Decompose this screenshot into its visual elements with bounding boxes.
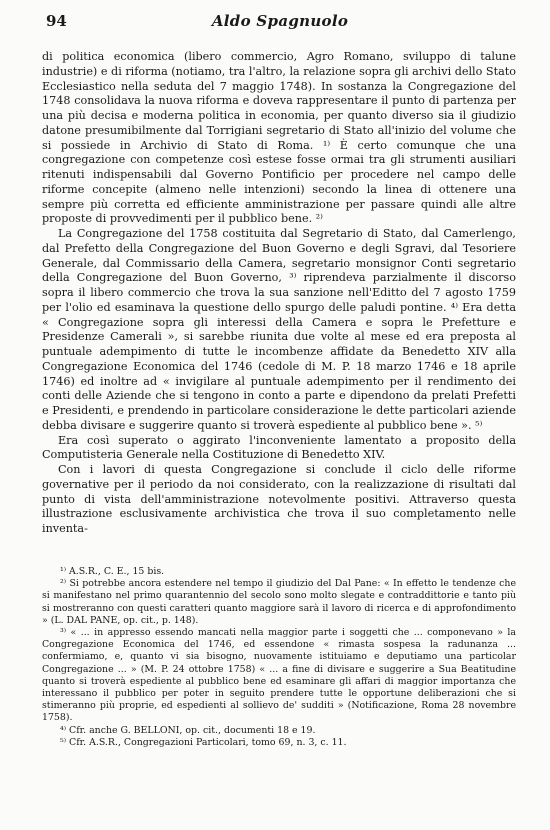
footnote: ³⁾ « ... in appresso essendo mancati nella maggior parte i soggetti che ... componevano » la Congregazione Economica del 1746, ed essendone « rimasta sospesa la radunanza ... confermiamo, e, quanto vi sia bisogno, nuovamente istituiamo e deputiamo una particolar Congregazione ... » (M. P. 24 ottobre 1758) « ... a fine di divisare e suggerire a Sua Beatitudine quanto si troverà espediente al pubblico bene ed esaminare gli affari di maggior importanza che interessano il pubblico per poter in seguito prendere tutte le opportune deliberazioni che si stimeranno più proprie, ed espedienti al sollievo de' sudditi » (Notificazione, Roma 28 novembre 1758).: [42, 627, 516, 724]
footnotes: [42, 566, 516, 749]
footnote: ⁵⁾ Cfr. A.S.R., Congregazioni Particolari, tomo 69, n. 3, c. 11.: [60, 736, 347, 748]
page-number: 94: [46, 12, 67, 30]
body-paragraph: Era così superato o aggirato l'inconveniente lamentato a proposito della Computisteria Generale nella Costituzione di Benedetto XIV.: [42, 433, 516, 462]
body-text: [42, 50, 516, 537]
body-paragraph: La Congregazione del 1758 costituita dal Segretario di Stato, dal Camerlengo, dal Prefetto della Congregazione del Buon Governo e degli Sgravi, dal Tesoriere Generale, dal Commissario della Camera, segretario monsignor Conti segretario della Congregazione del Buon Governo, ³⁾ riprendeva parzialmente il discorso sopra il libero commercio che trova la sua sanzione nell'Editto del 7 agosto 1759 per l'olio ed esaminava la questione dello spurgo delle paludi pontine. ⁴⁾ Era detta « Congregazione sopra gli interessi della Camera e sopra le Prefetture e Presidenze Camerali », si sarebbe riunita due volte al mese ed era preposta al puntuale adempimento di tutte le incombenze affidate da Benedetto XIV alla Congregazione Economica del 1746 (cedole di M. P. 18 marzo 1746 e 18 aprile 1746) ed inoltre ad « invigilare al puntuale adempimento per il rendimento dei conti delle Aziende che si tengono in conto a parte e dipendono da prelati Prefetti e Presidenti, e prendendo in particolare considerazione le dette particolari aziende debba divisare e suggerire quanto si troverà espediente al pubblico bene ». ⁵⁾: [42, 227, 516, 432]
running-head-author: Aldo Spagnuolo: [211, 12, 349, 30]
running-header: [46, 8, 514, 34]
footnote: ¹⁾ A.S.R., C. E., 15 bis.: [60, 566, 165, 577]
footnote: ²⁾ Si potrebbe ancora estendere nel tempo il giudizio del Dal Pane: « In effetto le tendenze che si manifestano nel primo quarantennio del secolo sono molto slegate e contraddittorie e tanto più si mostreranno con questi caratteri quanto maggiore sarà il lavoro di ricerca e di approfondimento » (L. DAL PANE, op. cit., p. 148).: [42, 578, 516, 626]
footnote: ⁴⁾ Cfr. anche G. BELLONI, op. cit., documenti 18 e 19.: [60, 724, 316, 736]
body-paragraph: Con i lavori di questa Congregazione si conclude il ciclo delle riforme governative per il periodo da noi considerato, con la realizzazione di risultati dal punto di vista dell'amministrazione notevolmente positivi. Attraverso questa illustrazione esclusivamente archivistica che trova il suo completamento nelle inventa-: [42, 463, 516, 535]
body-paragraph: di politica economica (libero commercio, Agro Romano, sviluppo di talune industrie) e di riforma (notiamo, tra l'altro, la relazione sopra gli archivi dello Stato Ecclesiastico nella seduta del 7 maggio 1748). In sostanza la Congregazione del 1748 consolidava la nuova riforma e doveva rappresentare il punto di partenza per una più decisa e moderna politica in economia, per quanto diverso sia il giudizio datone presumibilmente dal Torrigiani segretario di Stato all'inizio del volume che si possiede in Archivio di Stato di Roma. ¹⁾ È certo comunque che una congregazione con competenze così estese fosse ormai tra gli strumenti ausiliari ritenuti indispensabili dal Governo Pontificio per procedere nel campo delle riforme concepite (almeno nelle intenzioni) secondo la linea di ottenere una sempre più corretta ed efficiente amministrazione per passare quindi alle altre proposte di provvedimenti per il pubblico bene. ²⁾: [42, 50, 516, 226]
